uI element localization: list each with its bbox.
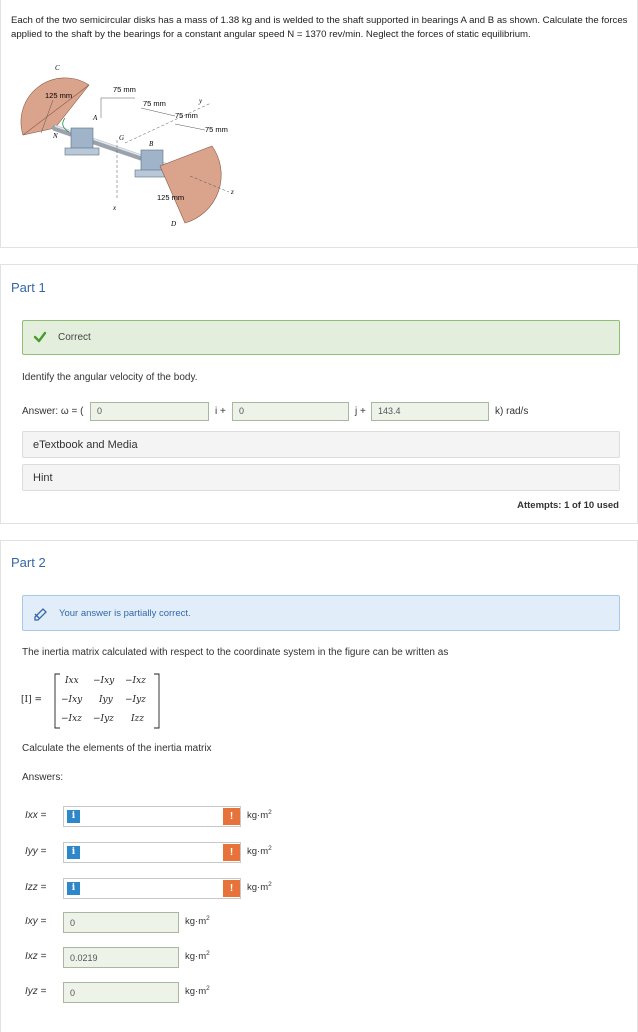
ixz-field[interactable]: 0.0219	[63, 947, 179, 968]
label-g: G	[119, 134, 125, 142]
matrix-cell: Izz	[131, 714, 145, 724]
ixx-input[interactable]	[63, 806, 241, 827]
i-label: i +	[215, 406, 226, 417]
j-label: j +	[355, 406, 366, 417]
label-b: B	[149, 140, 154, 148]
matrix-cell: −Iyz	[93, 714, 114, 724]
instruction: Calculate the elements of the inertia matrix	[22, 743, 212, 754]
label-a: A	[93, 114, 98, 122]
label-z: z	[231, 188, 234, 196]
hint-button[interactable]: Hint	[22, 464, 620, 491]
omega-j-field[interactable]: 0	[232, 402, 349, 421]
correct-status: Correct	[58, 332, 91, 343]
matrix-cell: −Iyz	[125, 695, 146, 705]
izz-input[interactable]	[63, 878, 241, 899]
ixx-label: Ixx =	[25, 810, 47, 821]
part2-title: Part 2	[11, 555, 46, 570]
checkmark-icon	[33, 330, 47, 344]
ixz-label: Ixz =	[25, 951, 47, 962]
matrix-cell: −Ixy	[61, 695, 83, 705]
izz-label: Izz =	[25, 882, 47, 893]
answer-prefix: Answer: ω = (	[22, 406, 84, 417]
iyz-row	[25, 982, 325, 1004]
label-d3: 75 mm	[175, 111, 198, 120]
warning-icon: !	[223, 844, 240, 861]
part1-title: Part 1	[11, 280, 46, 295]
matrix-label: [I] =	[21, 695, 42, 705]
izz-row	[25, 878, 325, 900]
label-d2: 75 mm	[143, 99, 166, 108]
label-n: N	[53, 132, 58, 140]
omega-k-field[interactable]: 143.4	[371, 402, 489, 421]
ixx-row	[25, 806, 325, 828]
warning-icon: !	[223, 808, 240, 825]
ixy-label: Ixy =	[25, 916, 47, 927]
iyz-field[interactable]: 0	[63, 982, 179, 1003]
pencil-icon	[33, 606, 48, 621]
ixy-unit: $kg\cdot m^2$	[185, 914, 210, 927]
attempts-counter: Attempts: 1 of 10 used	[517, 500, 619, 511]
part2-prompt: The inertia matrix calculated with respect to the coordinate system in the figure can be written as	[22, 647, 449, 658]
part2-card	[0, 540, 638, 1032]
matrix-cell: −Ixz	[61, 714, 82, 724]
ixz-row	[25, 947, 325, 969]
shaft-disk-figure	[15, 58, 255, 238]
problem-statement: Each of the two semicircular disks has a mass of 1.38 kg and is welded to the shaft supported in bearings A and B as shown. Calculate the forces applied to the shaft by the bearings for a constant angular speed N = 1370 rev/min. Neglect the forces of static equilibrium.	[11, 15, 628, 40]
info-icon[interactable]: i	[67, 882, 80, 895]
matrix-cell: −Ixy	[93, 676, 115, 686]
ixx-unit: $kg\cdot m^2$	[247, 808, 272, 821]
problem-card	[0, 0, 638, 248]
iyz-label: Iyz =	[25, 986, 47, 997]
info-icon[interactable]: i	[67, 810, 80, 823]
iyz-unit: $kg\cdot m^2$	[185, 984, 210, 997]
inertia-matrix	[21, 673, 191, 729]
part1-card	[0, 264, 638, 524]
matrix-cell: −Ixz	[125, 676, 146, 686]
matrix-cell: Iyy	[99, 695, 113, 705]
omega-answer-row	[22, 402, 622, 422]
k-label: k) rad/s	[495, 406, 529, 417]
label-c: C	[55, 64, 60, 72]
omega-i-field[interactable]: 0	[90, 402, 209, 421]
label-r2: 125 mm	[157, 193, 185, 202]
label-r1: 125 mm	[45, 91, 73, 100]
left-bracket	[53, 673, 61, 729]
iyy-unit: $kg\cdot m^2$	[247, 844, 272, 857]
answers-label: Answers:	[22, 772, 64, 783]
ixy-row	[25, 912, 325, 934]
label-d4: 75 mm	[205, 125, 228, 134]
iyy-row	[25, 842, 325, 864]
izz-unit: $kg\cdot m^2$	[247, 880, 272, 893]
iyy-label: Iyy =	[25, 846, 47, 857]
etextbook-button[interactable]: eTextbook and Media	[22, 431, 620, 458]
partial-banner	[22, 595, 620, 631]
label-d: D	[171, 220, 177, 228]
label-y: y	[199, 97, 203, 105]
warning-icon: !	[223, 880, 240, 897]
correct-banner	[22, 320, 620, 355]
label-x: x	[113, 204, 117, 212]
part1-prompt: Identify the angular velocity of the body.	[22, 372, 198, 383]
iyy-input[interactable]	[63, 842, 241, 863]
ixy-field[interactable]: 0	[63, 912, 179, 933]
disk-lower-right	[160, 146, 221, 223]
label-d1: 75 mm	[113, 85, 136, 94]
partial-status: Your answer is partially correct.	[59, 608, 191, 619]
ixz-unit: $kg\cdot m^2$	[185, 949, 210, 962]
right-bracket	[153, 673, 161, 729]
matrix-cell: Ixx	[65, 676, 79, 686]
info-icon[interactable]: i	[67, 846, 80, 859]
